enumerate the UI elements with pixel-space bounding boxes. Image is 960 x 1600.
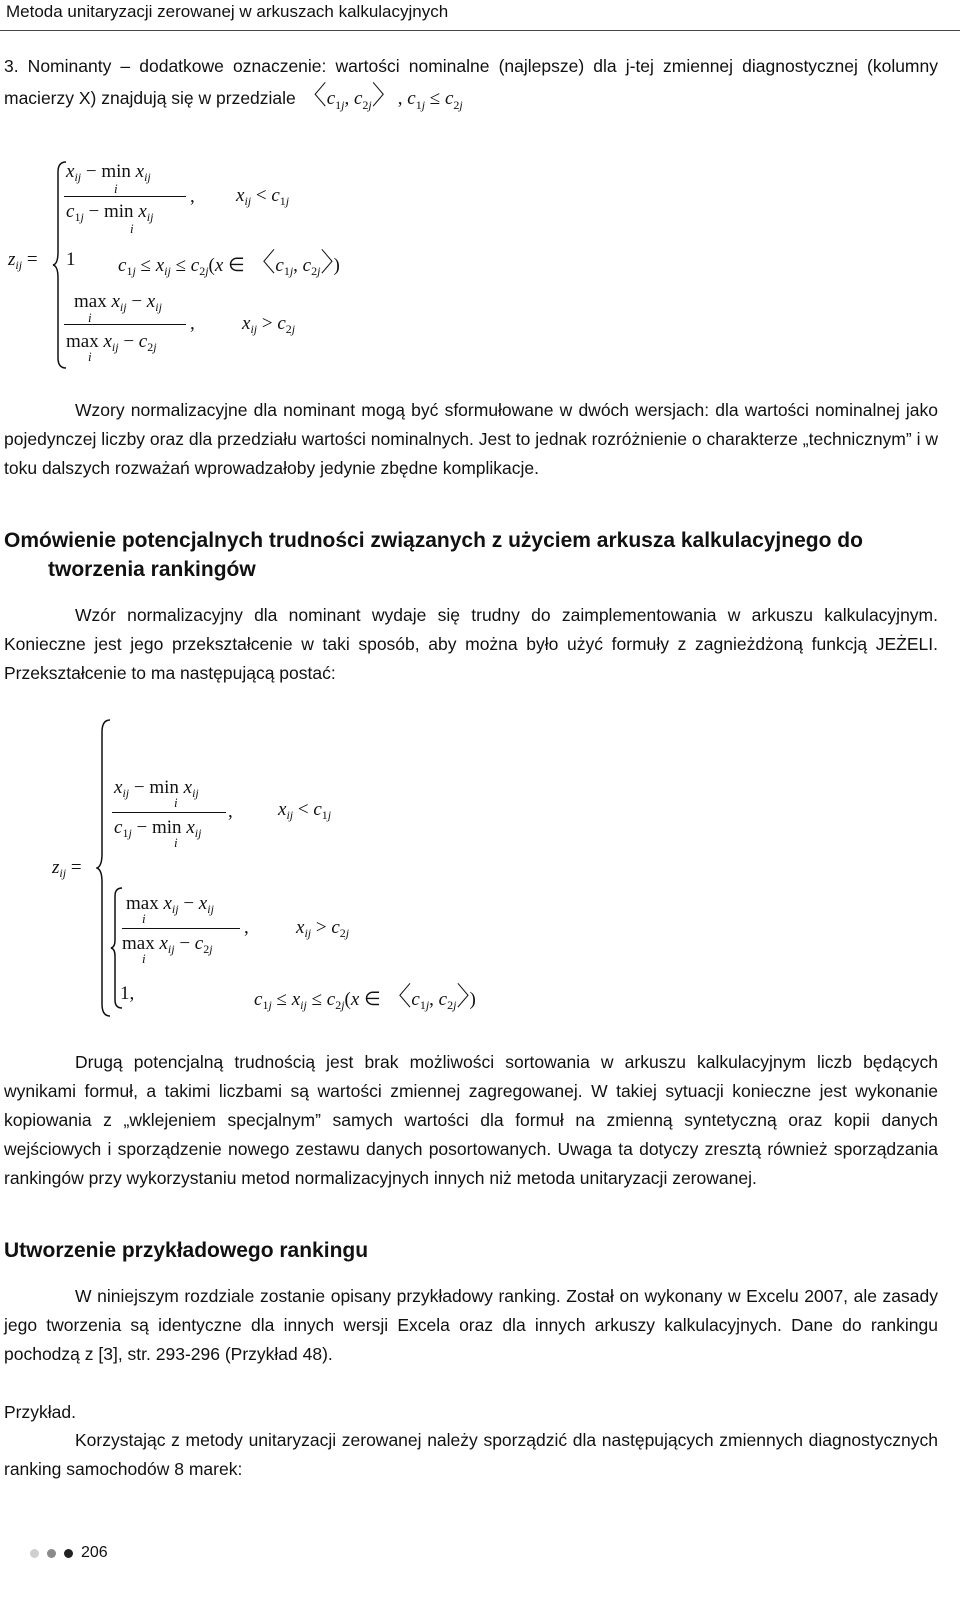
outer-case1-num-index: i: [174, 795, 178, 810]
case1-condition: $x_{ij} < c_{1j}$: [236, 185, 290, 208]
case3-numerator: $\max x_{ij} - x_{ij}$: [74, 291, 162, 314]
outer-case1-comma: ,: [228, 801, 233, 822]
section-heading-example: Utworzenie przykładowego rankingu: [4, 1239, 369, 1262]
case3-denominator: $\max x_{ij} - c_{2j}$: [66, 331, 157, 354]
inner-case-denominator: $\max x_{ij} - c_{2j}$: [122, 933, 213, 956]
case3-condition: $x_{ij} > c_{2j}$: [242, 313, 296, 336]
paragraph-versions: Wzory normalizacyjne dla nominant mogą być sformułowane w dwóch wersjach: dla wartości nominalnej jako pojedynczej liczby oraz dla przedziału wartości nominalnych. Jest to jednak rozróżnienie o charakterze „technicznym” i w toku dalszych rozważań wprowadzałoby jedynie zbędne komplikacje.: [4, 400, 938, 478]
page-number: 206: [81, 1544, 108, 1561]
inner-else-condition: $c_{1j} \le x_{ij} \le c_{2j}(x$ ∈ 〈$c_{1j}$, $c_{2j}$〉): [254, 982, 476, 1012]
inner-case-condition: $x_{ij} > c_{2j}$: [296, 917, 350, 940]
formula2-lhs: $z_{ij}$ =: [52, 857, 82, 880]
case3-den-index: i: [88, 349, 92, 364]
case2-condition: $c_{1j} \le x_{ij} \le c_{2j}(x$ ∈ 〈$c_{1j}$, $c_{2j}$〉): [118, 248, 340, 278]
heading1-line2: tworzenia rankingów: [48, 558, 256, 581]
inner-case-den-index: i: [142, 951, 146, 966]
paragraph-task: Korzystając z metody unitaryzacji zerowanej należy sporządzić dla następujących zmiennych diagnostycznych ranking samochodów 8 marek:: [4, 1430, 938, 1479]
header-rule: [0, 30, 960, 31]
case1-fraction-bar: [64, 196, 186, 197]
section-heading-difficulties: [4, 526, 938, 584]
footer-dot-light: [30, 1549, 39, 1558]
outer-case1-fraction-bar: [112, 812, 226, 813]
paragraph-sorting: Drugą potencjalną trudnością jest brak możliwości sortowania w arkuszu kalkulacyjnym liczb będących wynikami formuł, a takimi liczbami są wartości zmiennej zagregowanej. W takiej sytuacji konieczne jest wykonanie kopiowania z „wklejeniem specjalnym” samych wartości dla formuł na zmienną syntetyczną oraz kopii danych wejściowych i sporządzenie nowego zestawu danych posortowanych. Uwaga ta dotyczy zresztą również sporządzania rankingów przy wykorzystaniu metod normalizacyjnych innych niż metoda unitaryzacji zerowanej.: [4, 1052, 938, 1188]
case1-numerator: $x_{ij} - \min x_{ij}$: [66, 161, 151, 184]
case3-num-index: i: [88, 310, 92, 325]
case3-fraction-bar: [64, 324, 186, 325]
intro-text: 3. Nominanty – dodatkowe oznaczenie: wartości nominalne (najlepsze) dla j-tej zmiennej diagnostycznej (kolumny macierzy X) znajdują się w przedziale: [4, 56, 938, 108]
case3-comma: ,: [190, 313, 195, 334]
case1-comma: ,: [190, 186, 195, 207]
footer-dot-mid: [47, 1549, 56, 1558]
case1-num-index: i: [114, 181, 118, 196]
case1-den-index: i: [130, 221, 134, 236]
inner-case-numerator: $\max x_{ij} - x_{ij}$: [126, 893, 214, 916]
outer-case1-denominator: $c_{1j} - \min x_{ij}$: [114, 817, 202, 840]
heading1-line1: Omówienie potencjalnych trudności związanych z użyciem arkusza kalkulacyjnego do: [4, 529, 863, 552]
intro-paragraph: [4, 52, 938, 120]
inner-case-num-index: i: [142, 911, 146, 926]
footer-dot-dark: [64, 1549, 73, 1558]
inner-else-value: 1,: [120, 983, 135, 1004]
outer-case1-condition: $x_{ij} < c_{1j}$: [278, 799, 332, 822]
running-header: Metoda unitaryzacji zerowanej w arkuszach kalkulacyjnych: [6, 2, 449, 21]
paragraph-implementation: Wzór normalizacyjny dla nominant wydaje się trudny do zaimplementowania w arkuszu kalkulacyjnym. Konieczne jest jego przekształcenie w taki sposób, aby można było użyć formuły z zagnieżdżoną funkcją JEŻELI. Przekształcenie to ma następującą postać:: [4, 605, 938, 683]
page-footer: [30, 1544, 108, 1562]
example-label: Przykład.: [4, 1402, 76, 1422]
case1-denominator: $c_{1j} - \min x_{ij}$: [66, 201, 154, 224]
inner-case-fraction-bar: [122, 928, 240, 929]
interval-expression: 〈$c_{1j}$, $c_{2j}$〉, $c_{1j} \le c_{2j}$: [300, 81, 463, 112]
inner-case-comma: ,: [244, 917, 249, 938]
formula1-lhs: $z_{ij}$ =: [8, 249, 38, 272]
outer-case1-den-index: i: [174, 835, 178, 850]
paragraph-ranking-intro: W niniejszym rozdziale zostanie opisany przykładowy ranking. Został on wykonany w Excelu 2007, ale zasady jego tworzenia są identyczne dla innych wersji Excela oraz dla innych arkuszy kalkulacyjnych. Dane do rankingu pochodzą z [3], str. 293-296 (Przykład 48).: [4, 1286, 938, 1364]
case2-value: 1: [66, 249, 76, 270]
outer-case1-numerator: $x_{ij} - \min x_{ij}$: [114, 777, 199, 800]
